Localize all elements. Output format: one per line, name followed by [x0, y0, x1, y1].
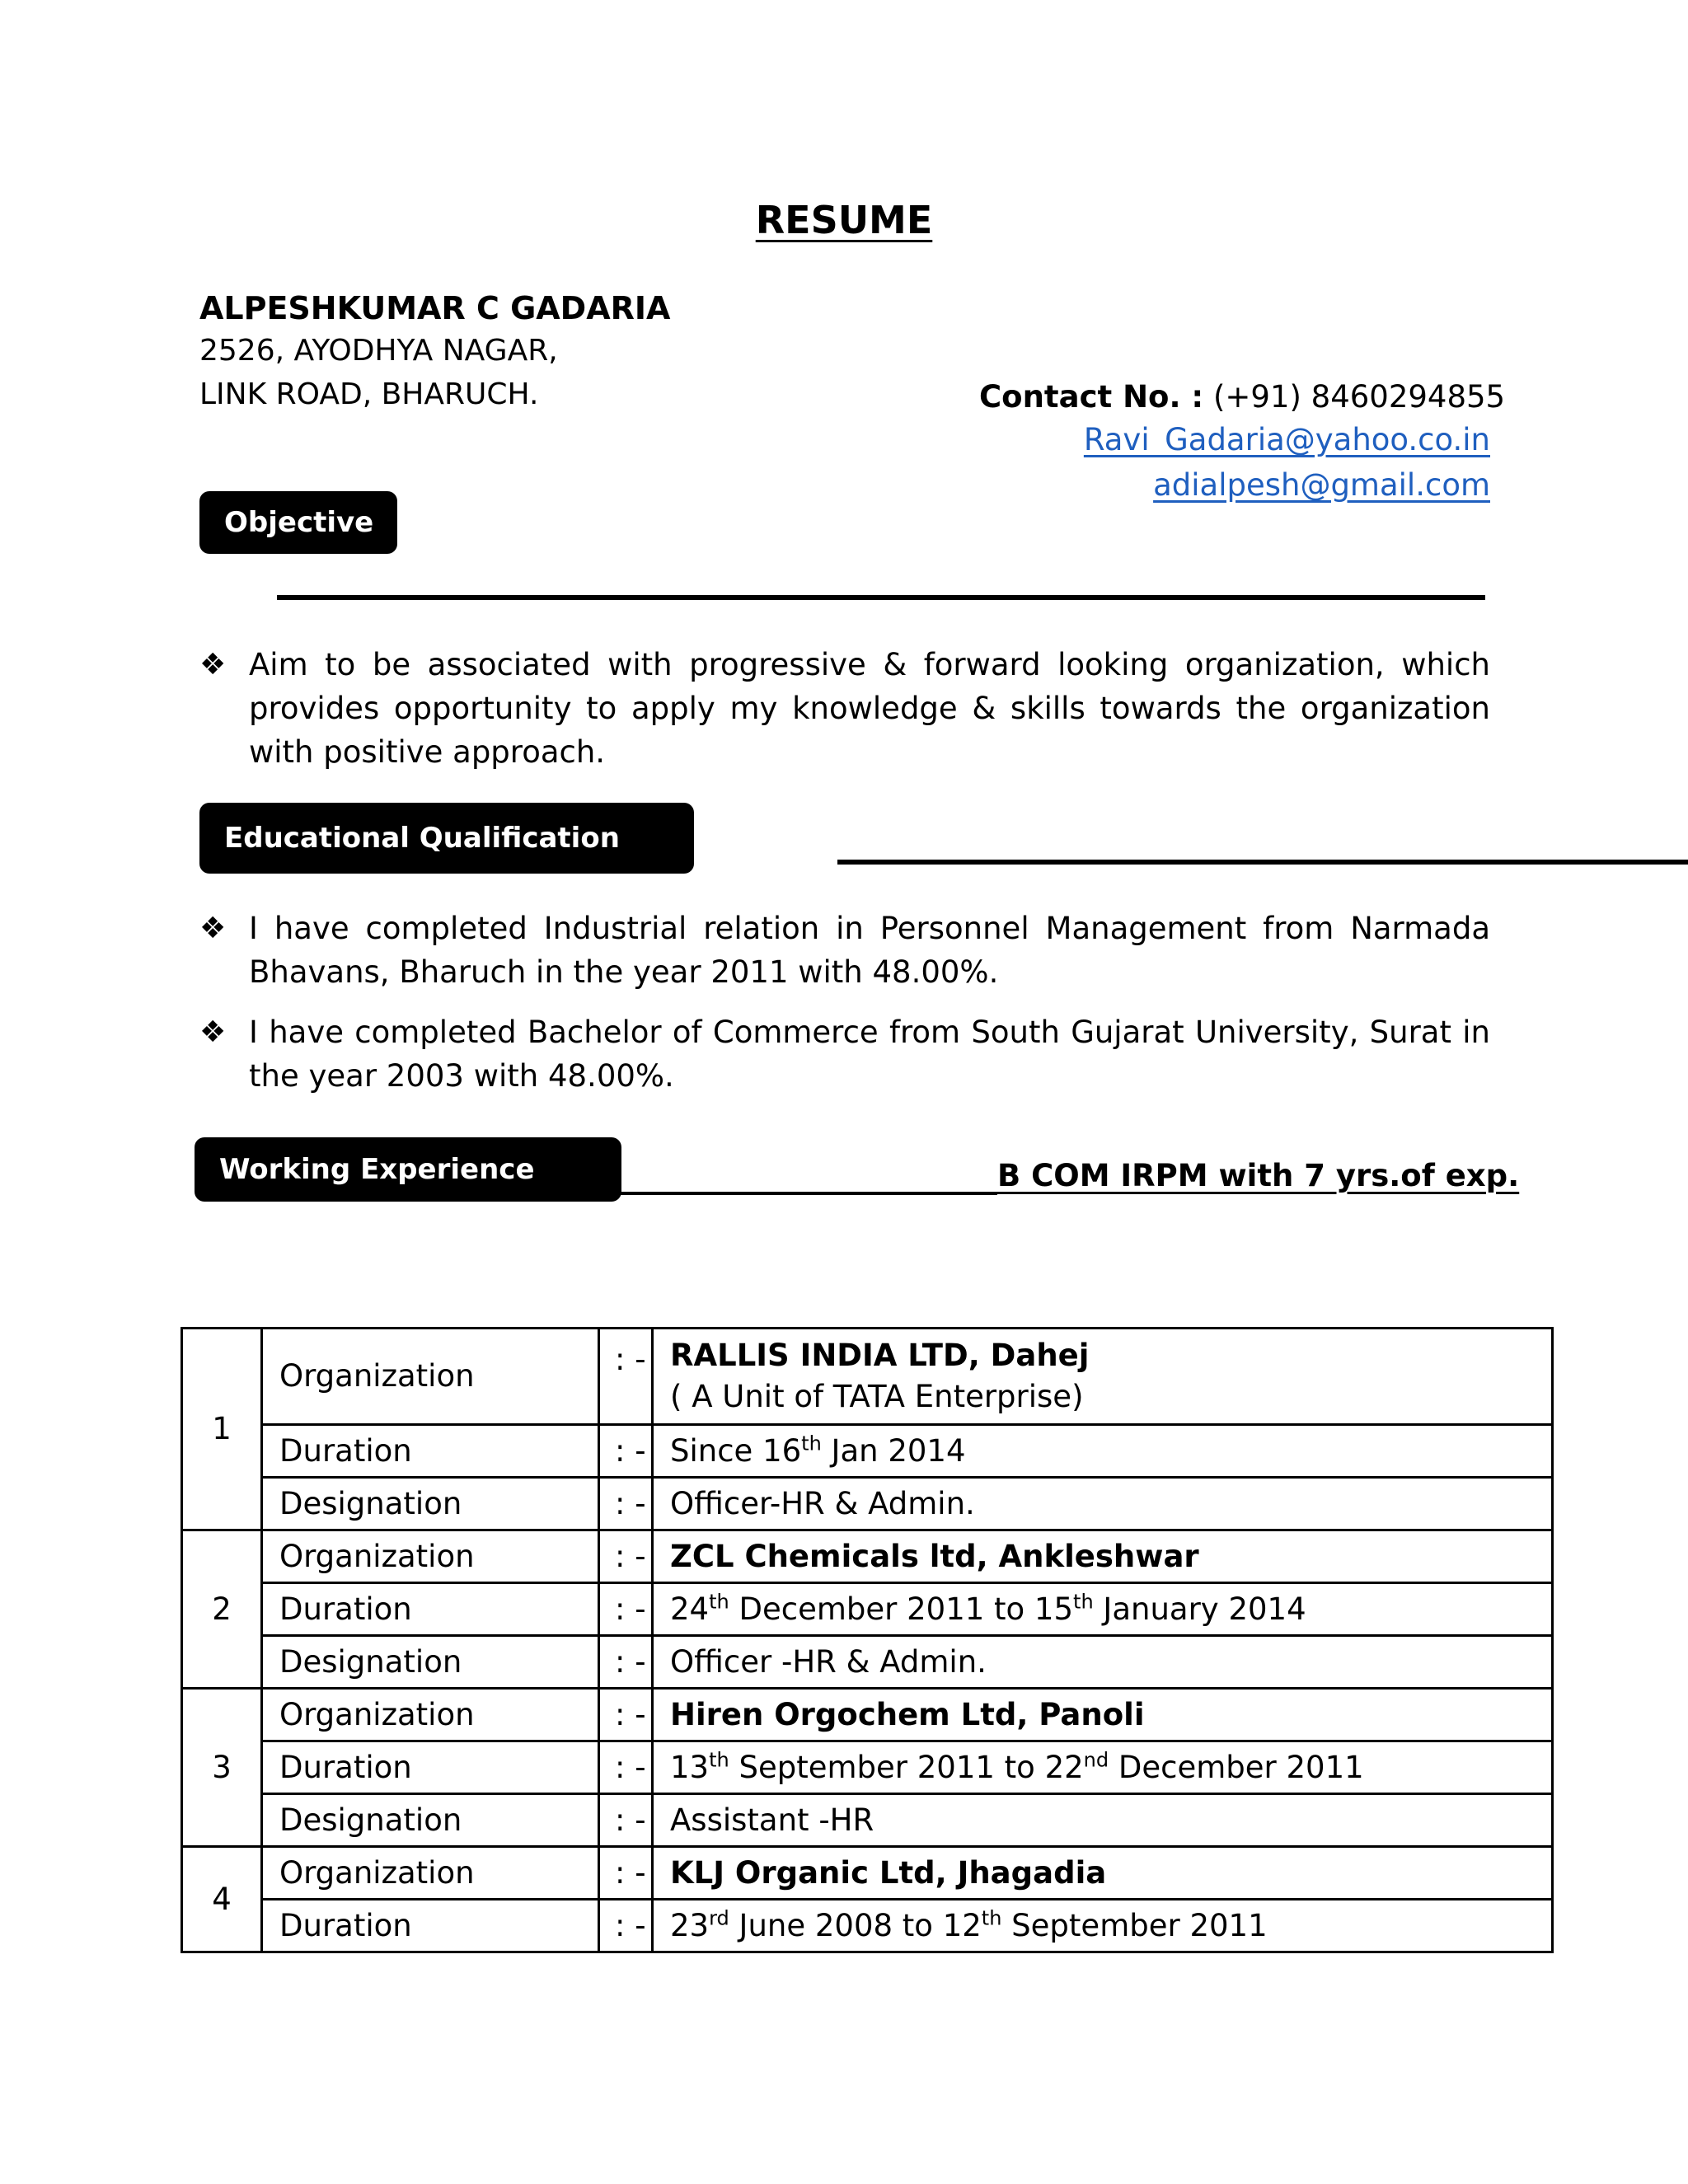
row-index: 1	[182, 1329, 262, 1530]
row-index: 2	[182, 1530, 262, 1689]
email-link-yahoo[interactable]: Ravi_Gadaria@yahoo.co.in	[1083, 422, 1490, 457]
field-label: Duration	[262, 1583, 599, 1636]
field-separator: : -	[599, 1530, 653, 1583]
education-text: I have completed Industrial relation in Personnel Management from Narmada Bhavans, Bharuch in the year 2011 with 48.00%.	[249, 911, 1490, 990]
divider	[837, 860, 1688, 865]
designation-value: Officer -HR & Admin.	[653, 1636, 1553, 1689]
experience-heading	[195, 1137, 621, 1202]
field-separator: : -	[599, 1636, 653, 1689]
experience-heading-label: Working Experience	[219, 1153, 535, 1186]
field-label: Organization	[262, 1329, 599, 1425]
objective-heading-label: Objective	[224, 506, 374, 539]
field-label: Organization	[262, 1847, 599, 1900]
duration-value: Since 16th Jan 2014	[653, 1425, 1553, 1478]
field-separator: : -	[599, 1741, 653, 1794]
field-separator: : -	[599, 1583, 653, 1636]
designation-value: Assistant -HR	[653, 1794, 1553, 1847]
field-separator: : -	[599, 1794, 653, 1847]
organization-note: ( A Unit of TATA Enterprise)	[670, 1379, 1084, 1414]
contact-number	[979, 379, 1505, 415]
field-label: Organization	[262, 1689, 599, 1741]
field-value	[653, 1329, 1553, 1425]
table-row	[182, 1425, 1553, 1478]
field-label: Duration	[262, 1741, 599, 1794]
experience-summary: B COM IRPM with 7 yrs.of exp.	[997, 1158, 1520, 1193]
field-label: Designation	[262, 1478, 599, 1530]
duration-value: 13th September 2011 to 22nd December 2011	[653, 1741, 1553, 1794]
address-line-2: LINK ROAD, BHARUCH.	[199, 377, 539, 411]
table-row	[182, 1847, 1553, 1900]
field-separator: : -	[599, 1329, 653, 1425]
field-label: Duration	[262, 1425, 599, 1478]
row-index: 4	[182, 1847, 262, 1952]
page-title: RESUME	[755, 198, 933, 242]
address-line-1: 2526, AYODHYA NAGAR,	[199, 334, 558, 368]
organization-name: ZCL Chemicals ltd, Ankleshwar	[670, 1538, 1199, 1574]
divider	[618, 1192, 997, 1195]
table-row	[182, 1329, 1553, 1425]
education-item	[199, 1010, 1490, 1098]
bullet-diamond-icon: ❖	[199, 648, 227, 682]
field-separator: : -	[599, 1900, 653, 1952]
experience-table	[181, 1327, 1554, 1953]
objective-item	[199, 643, 1490, 774]
field-label: Designation	[262, 1636, 599, 1689]
table-row	[182, 1478, 1553, 1530]
education-item	[199, 907, 1490, 994]
organization-name: RALLIS INDIA LTD, Dahej	[670, 1338, 1090, 1373]
field-value	[653, 1847, 1553, 1900]
field-separator: : -	[599, 1425, 653, 1478]
duration-value: 24th December 2011 to 15th January 2014	[653, 1583, 1553, 1636]
field-separator: : -	[599, 1478, 653, 1530]
table-row	[182, 1530, 1553, 1583]
table-row	[182, 1794, 1553, 1847]
field-label: Organization	[262, 1530, 599, 1583]
duration-value: 23rd June 2008 to 12th September 2011	[653, 1900, 1553, 1952]
field-label: Duration	[262, 1900, 599, 1952]
divider	[277, 595, 1485, 600]
objective-text: Aim to be associated with progressive & forward looking organization, which provides opportunity to apply my knowledge & skills towards the organization with positive approach.	[249, 647, 1490, 770]
field-separator: : -	[599, 1847, 653, 1900]
education-heading	[199, 803, 694, 874]
row-index: 3	[182, 1689, 262, 1847]
email-link-gmail[interactable]: adialpesh@gmail.com	[1153, 467, 1490, 503]
contact-label: Contact No. :	[979, 379, 1204, 415]
contact-value: (+91) 8460294855	[1203, 379, 1506, 415]
field-label: Designation	[262, 1794, 599, 1847]
bullet-diamond-icon: ❖	[199, 1015, 227, 1049]
field-value	[653, 1530, 1553, 1583]
field-value	[653, 1689, 1553, 1741]
education-text: I have completed Bachelor of Commerce from South Gujarat University, Surat in the year 2003 with 48.00%.	[249, 1015, 1490, 1094]
education-heading-label: Educational Qualification	[224, 822, 620, 855]
designation-value: Officer-HR & Admin.	[653, 1478, 1553, 1530]
table-row	[182, 1741, 1553, 1794]
candidate-name: ALPESHKUMAR C GADARIA	[199, 290, 671, 326]
bullet-diamond-icon: ❖	[199, 912, 227, 945]
objective-heading	[199, 491, 397, 554]
table-row	[182, 1636, 1553, 1689]
table-row	[182, 1583, 1553, 1636]
table-row	[182, 1900, 1553, 1952]
field-separator: : -	[599, 1689, 653, 1741]
organization-name: KLJ Organic Ltd, Jhagadia	[670, 1854, 1107, 1891]
organization-name: Hiren Orgochem Ltd, Panoli	[670, 1696, 1145, 1732]
table-row	[182, 1689, 1553, 1741]
